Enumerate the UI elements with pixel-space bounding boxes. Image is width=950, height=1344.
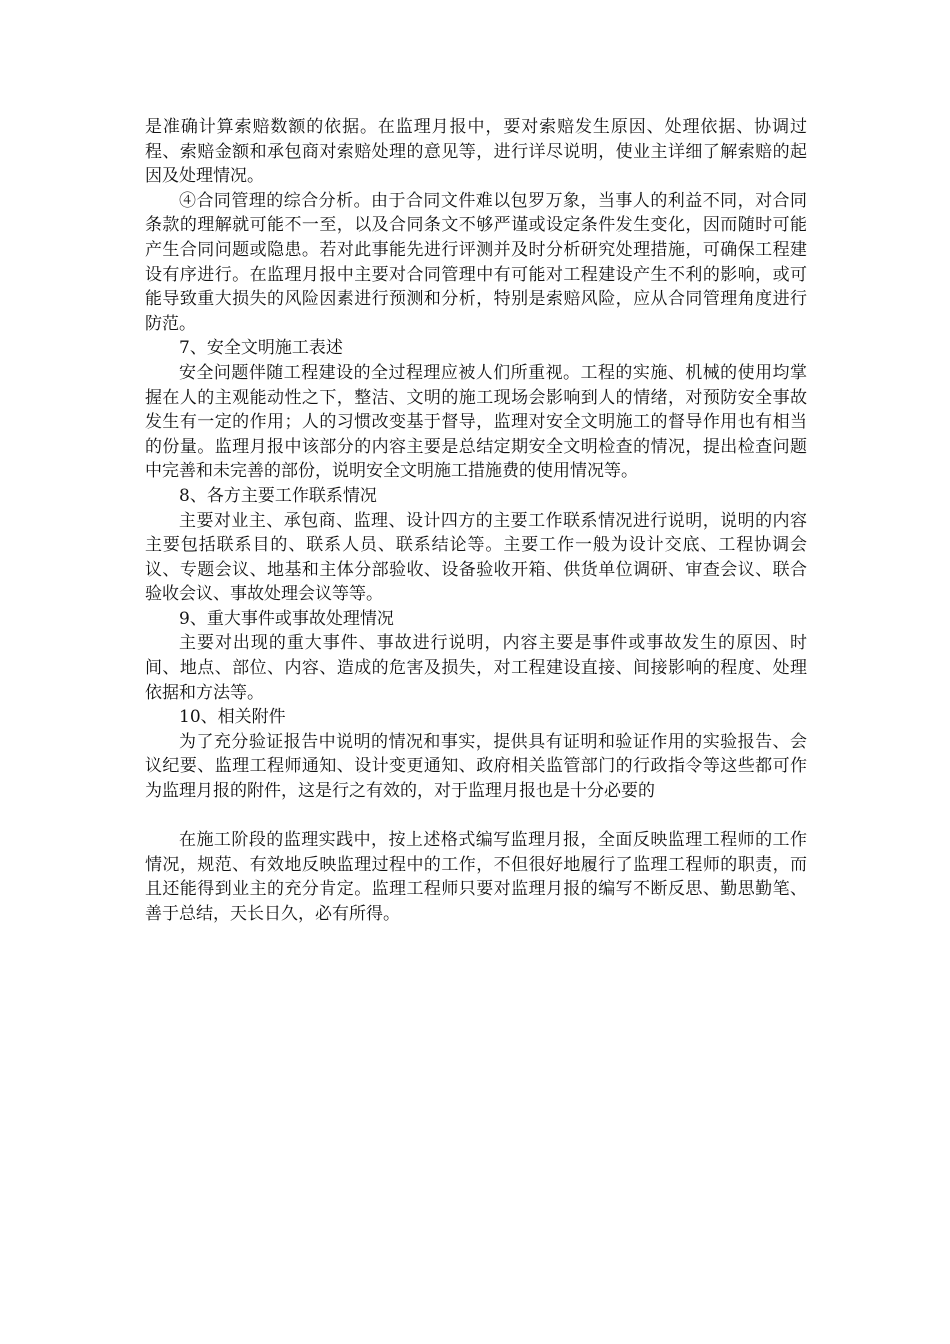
section-heading-10: 10、相关附件 bbox=[179, 707, 286, 728]
paragraph-spacer bbox=[145, 804, 807, 829]
section-heading-9: 9、重大事件或事故处理情况 bbox=[179, 608, 394, 629]
paragraph-attachments: 为了充分验证报告中说明的情况和事实，提供具有证明和验证作用的实验报告、会议纪要、监理工程师通知、设计变更通知、政府相关监管部门的行政指令等这些都可作为监理月报的附件，这是行之有效的，对于监理月报也是十分必要的 bbox=[145, 731, 807, 802]
paragraph-communication: 主要对业主、承包商、监理、设计四方的主要工作联系情况进行说明，说明的内容主要包括联系目的、联系人员、联系结论等。主要工作一般为设计交底、工程协调会议、专题会议、地基和主体分部验收、设备验收开箱、供货单位调研、审查会议、联合验收会议、事故处理会议等等。 bbox=[145, 510, 807, 605]
paragraph-major-events: 主要对出现的重大事件、事故进行说明，内容主要是事件或事故发生的原因、时间、地点、部位、内容、造成的危害及损失，对工程建设直接、间接影响的程度、处理依据和方法等。 bbox=[145, 633, 807, 703]
section-heading-7: 7、安全文明施工表述 bbox=[179, 338, 343, 359]
paragraph-claims-basis: 是准确计算索赔数额的依据。在监理月报中，要对索赔发生原因、处理依据、协调过程、索赔金额和承包商对索赔处理的意见等，进行详尽说明，使业主详细了解索赔的起因及处理情况。 bbox=[145, 117, 807, 187]
paragraph-contract-analysis: ④合同管理的综合分析。由于合同文件难以包罗万象，当事人的利益不同，对合同条款的理解就可能不一至，以及合同条文不够严谨或设定条件发生变化，因而随时可能产生合同问题或隐患。若对此事能先进行评测并及时分析研究处理措施，可确保工程建设有序进行。在监理月报中主要对合同管理中有可能对工程建设产生不利的影响，或可能导致重大损失的风险因素进行预测和分析，特别是索赔风险，应从合同管理角度进行防范。 bbox=[145, 190, 807, 334]
section-heading-8: 8、各方主要工作联系情况 bbox=[179, 485, 377, 506]
document-page bbox=[145, 115, 807, 927]
paragraph-safety: 安全问题伴随工程建设的全过程理应被人们所重视。工程的实施、机械的使用均掌握在人的主观能动性之下，整洁、文明的施工现场会影响到人的情绪，对预防安全事故发生有一定的作用；人的习惯改变基于督导，监理对安全文明施工的督导作用也有相当的份量。监理月报中该部分的内容主要是总结定期安全文明检查的情况，提出检查问题中完善和未完善的部份，说明安全文明施工措施费的使用情况等。 bbox=[145, 362, 807, 482]
paragraph-conclusion: 在施工阶段的监理实践中，按上述格式编写监理月报，全面反映监理工程师的工作情况，规范、有效地反映监理过程中的工作，不但很好地履行了监理工程师的职责，而且还能得到业主的充分肯定。监理工程师只要对监理月报的编写不断反思、勤思勤笔、善于总结，天长日久，必有所得。 bbox=[145, 830, 807, 924]
